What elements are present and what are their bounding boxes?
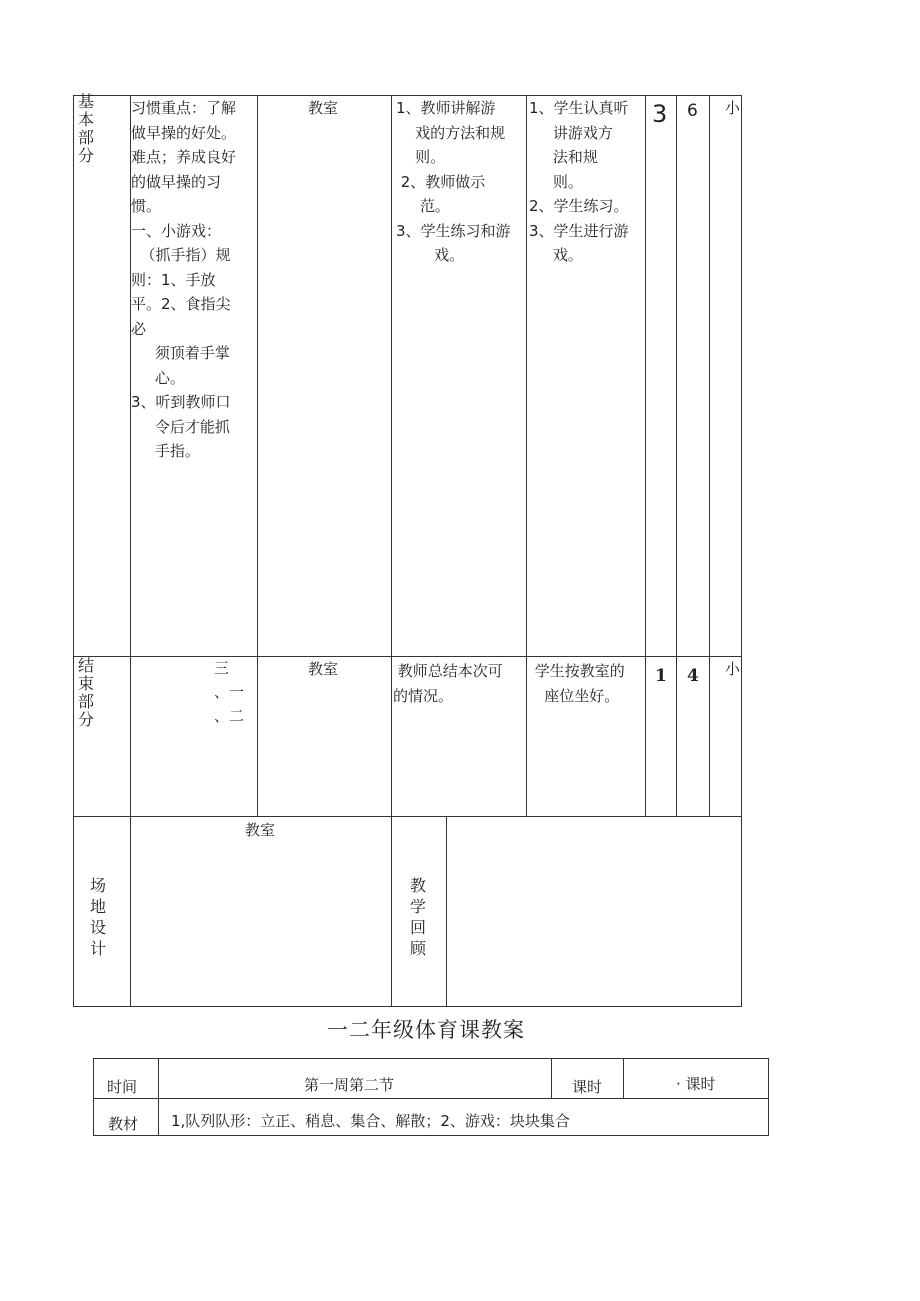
end-intensity: 小 [725, 660, 741, 678]
end-count: 1 [655, 666, 667, 686]
time-value: 第一周第二节 [304, 1076, 395, 1094]
site-design-place: 教室 [245, 821, 276, 839]
end-section-label: 结 束 部 分 [78, 656, 95, 729]
basic-student-activity: 1、学生认真听 讲游戏方 法和规 则。 2、学生练习。 3、学生进行游 戏。 [529, 99, 629, 264]
material-label: 教材 [108, 1115, 139, 1133]
basic-section-label: 基 本 部 分 [78, 92, 95, 165]
plan-title: 一二年级体育课教案 [327, 1018, 525, 1042]
basic-intensity: 小 [725, 99, 741, 117]
basic-count: 3 [652, 100, 668, 128]
end-content: 三 、一 、二 [214, 659, 245, 725]
material-value: 1,队列队形：立正、稍息、集合、解散；2、游戏：块块集合 [171, 1112, 570, 1130]
period-label: 课时 [572, 1078, 603, 1096]
basic-minutes: 6 [687, 101, 698, 121]
basic-teacher-activity: 1、教师讲解游 戏的方法和规 则。 2、教师做示 范。 3、学生练习和游 戏。 [396, 99, 511, 264]
time-label: 时间 [107, 1078, 138, 1096]
site-design-label: 场 地 设 计 [90, 876, 107, 958]
end-teacher-activity: 教师总结本次可 的情况。 [393, 662, 503, 705]
period-value: · 课时 [676, 1075, 716, 1093]
end-student-activity: 学生按教室的 座位坐好。 [534, 662, 625, 705]
basic-content: 习惯重点：了解 做早操的好处。 难点；养成良好 的做早操的习 惯。 一、小游戏： （抓手指）规 则：1、手放 平。2、食指尖 必 须顶着手掌 心。 3、听到教师口 令后才能抓 手指。 [131, 99, 237, 460]
end-minutes: 4 [687, 666, 699, 686]
end-place: 教室 [308, 660, 339, 678]
teaching-review-label: 教 学 回 顾 [410, 876, 427, 958]
basic-place: 教室 [308, 99, 339, 117]
